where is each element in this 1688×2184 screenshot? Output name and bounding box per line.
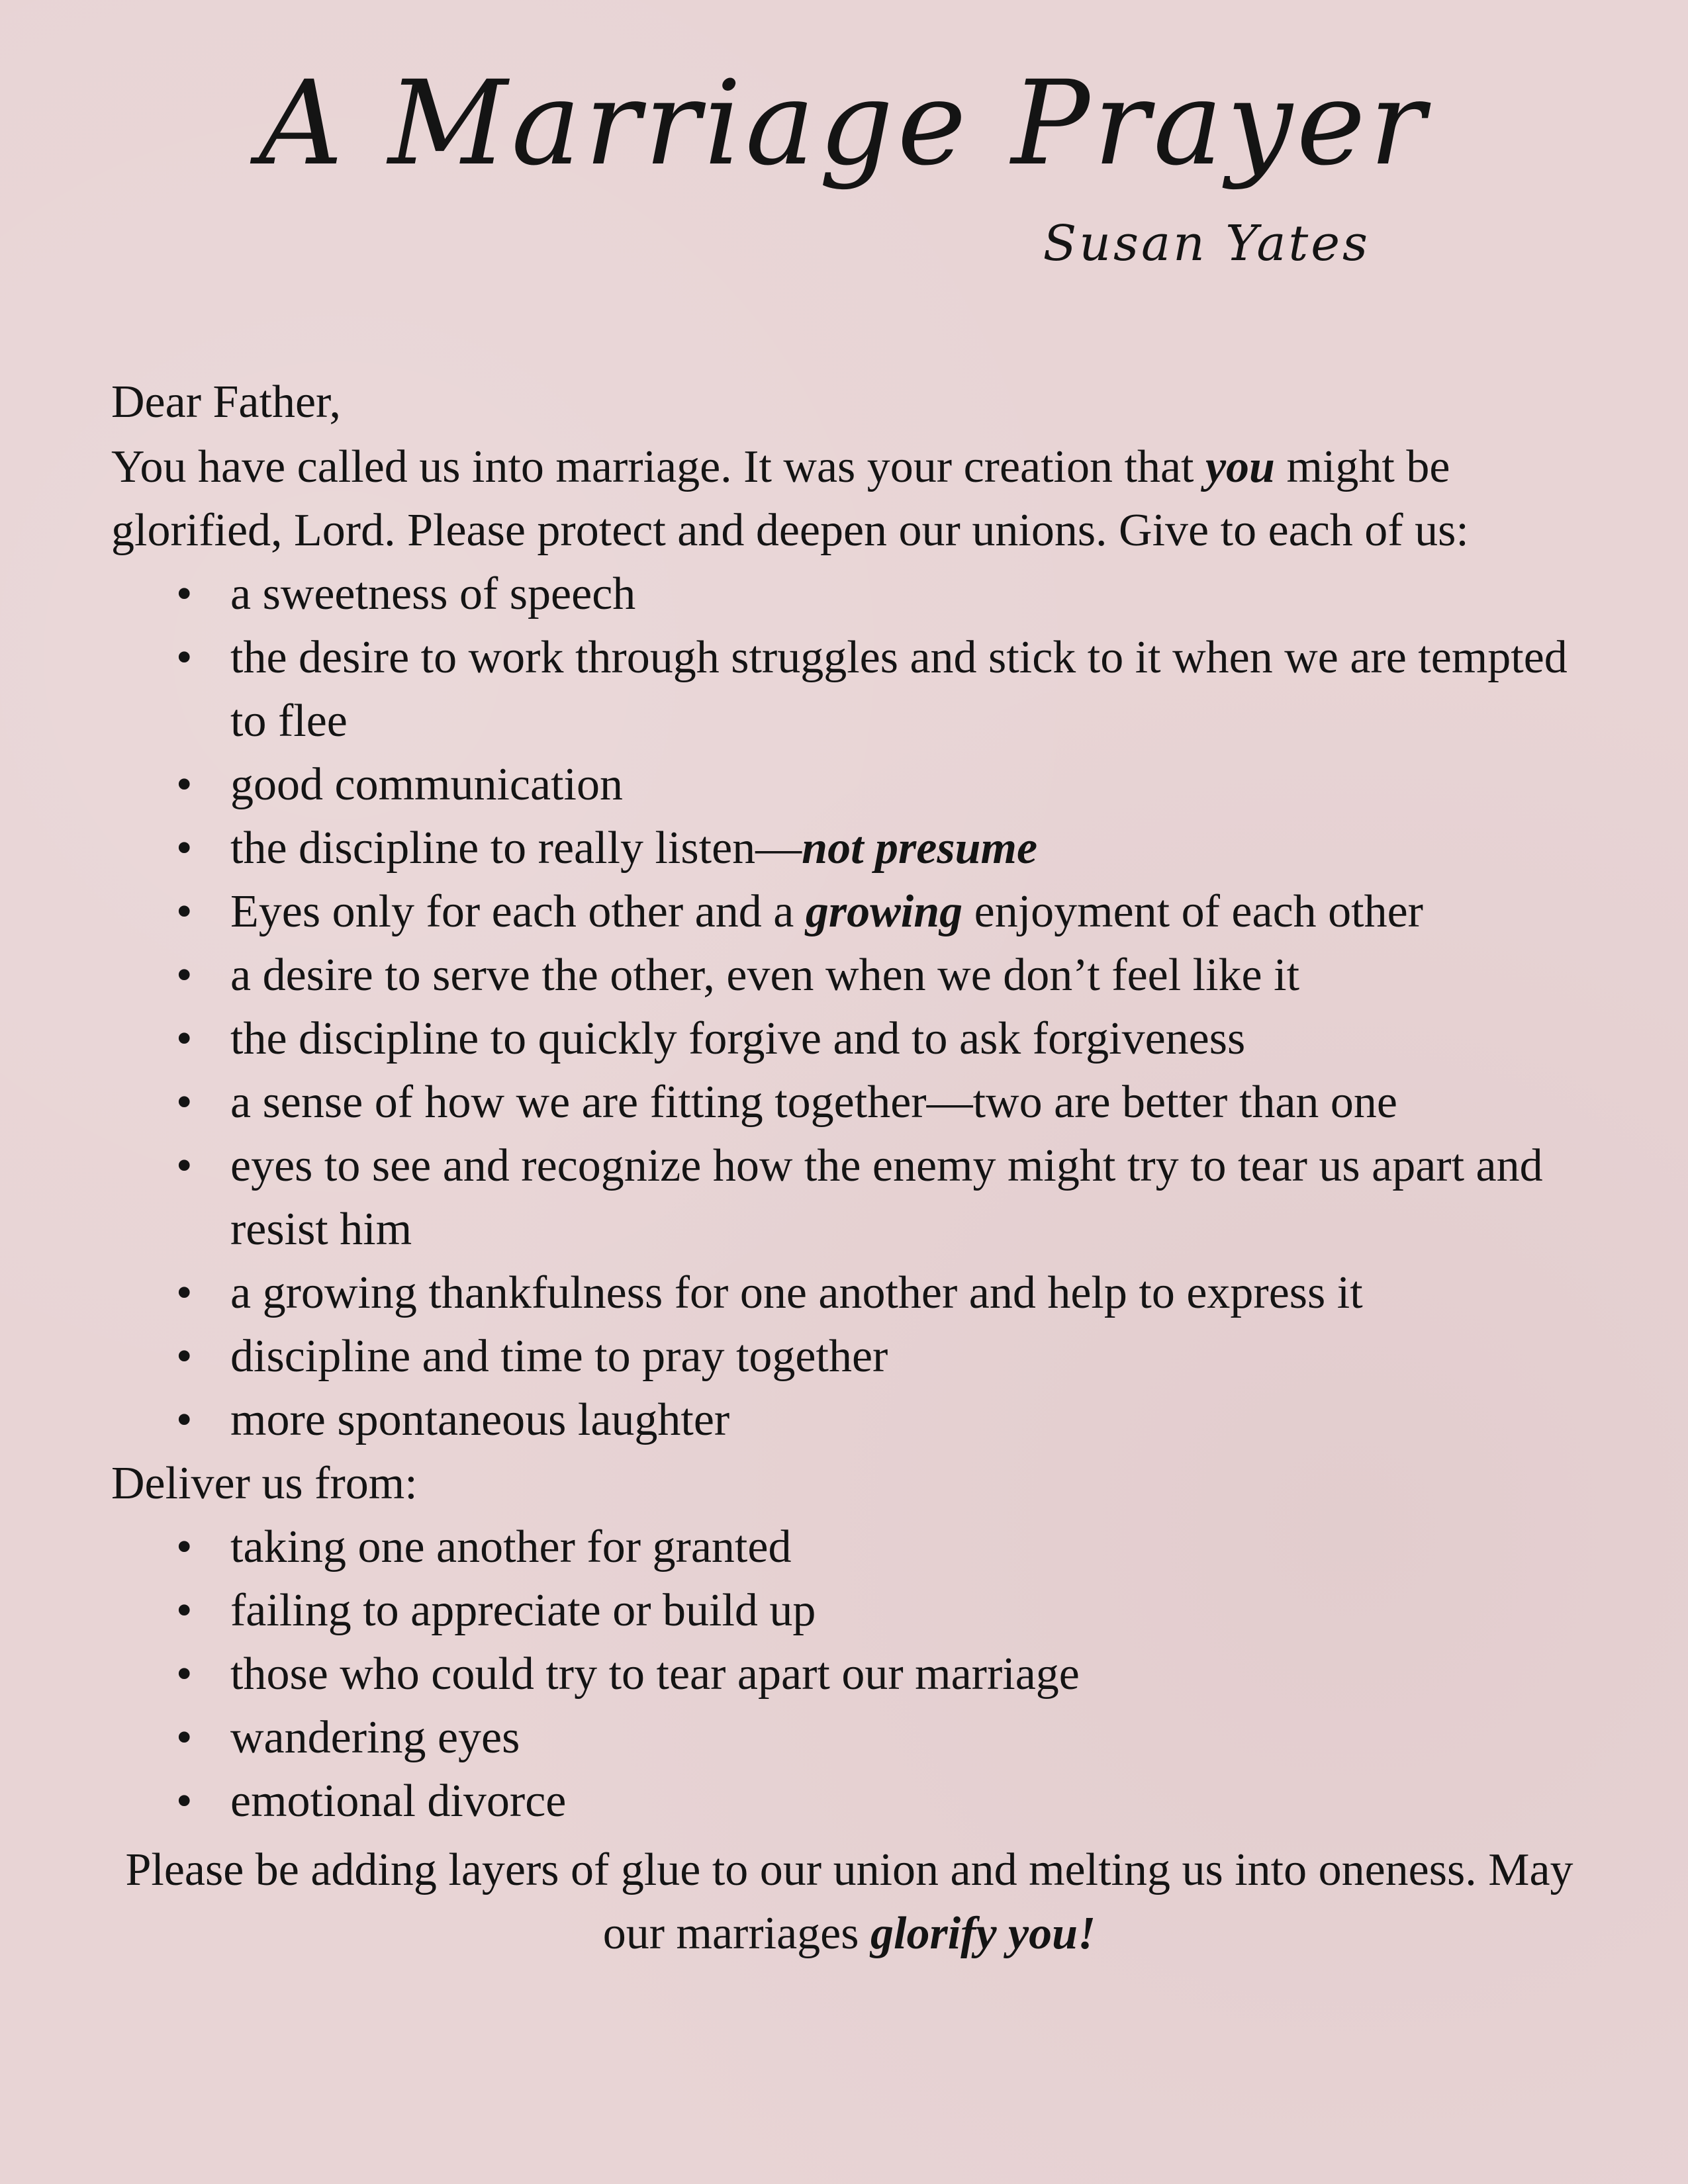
item-emphasis: not presume	[802, 823, 1038, 874]
list-item: • discipline and time to pray together	[230, 1325, 1587, 1388]
intro-paragraph	[111, 435, 1587, 563]
list-item: • a sense of how we are fitting together—two are better than one	[230, 1071, 1587, 1134]
prayer-body	[111, 371, 1587, 1966]
closing-paragraph	[111, 1839, 1587, 1966]
list-item: • more spontaneous laughter	[230, 1388, 1587, 1452]
list-item: • taking one another for granted	[230, 1516, 1587, 1579]
deliver-heading: Deliver us from:	[111, 1458, 418, 1509]
list-item: • Eyes only for each other and a growing enjoyment of each other	[230, 880, 1587, 944]
closing-emphasis: glorify you!	[870, 1908, 1096, 1959]
intro-emphasis: you	[1205, 441, 1275, 492]
author-name: Susan Yates	[1043, 215, 1370, 272]
salutation: Dear Father,	[111, 377, 342, 428]
list-item: • emotional divorce	[230, 1770, 1587, 1833]
list-item: • those who could try to tear apart our marriage	[230, 1643, 1587, 1706]
list-item: • eyes to see and recognize how the enemy might try to tear us apart and resist him	[230, 1134, 1587, 1261]
list-item: • a growing thankfulness for one another and help to express it	[230, 1261, 1587, 1325]
list-item: • a sweetness of speech	[230, 563, 1587, 626]
list-item: • a desire to serve the other, even when we don’t feel like it	[230, 944, 1587, 1007]
list-item: • the desire to work through struggles and stick to it when we are tempted to flee	[230, 626, 1587, 753]
page-title: A Marriage Prayer	[259, 56, 1429, 191]
closing-text: Please be adding layers of glue to our union and melting us into oneness. May our marriages	[125, 1844, 1573, 1959]
list-item: • the discipline to really listen—not presume	[230, 817, 1587, 880]
give-list	[111, 563, 1587, 1452]
intro-text-start: You have called us into marriage. It was your creation that	[111, 441, 1205, 492]
list-item: • the discipline to quickly forgive and to ask forgiveness	[230, 1007, 1587, 1071]
list-item: • failing to appreciate or build up	[230, 1579, 1587, 1643]
deliver-list	[111, 1516, 1587, 1833]
list-item: • wandering eyes	[230, 1706, 1587, 1770]
item-emphasis: growing	[805, 886, 963, 937]
list-item: • good communication	[230, 753, 1587, 817]
intro-text-end: might be glorified, Lord. Please protect and deepen our unions. Give to each of us:	[111, 441, 1469, 556]
